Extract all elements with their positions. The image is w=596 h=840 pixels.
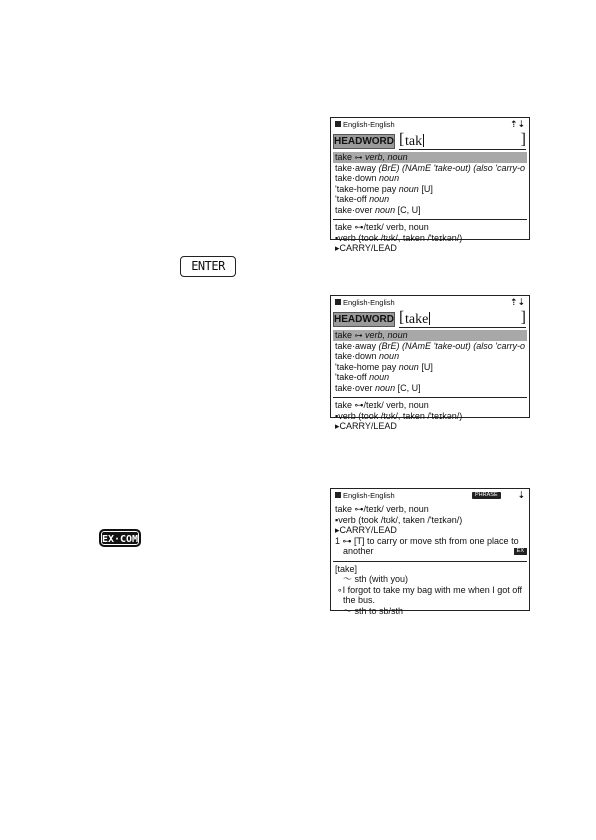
- dictionary-square-icon: [335, 492, 341, 498]
- list-item[interactable]: 'take-off noun: [335, 372, 390, 382]
- example-sentence-cont: the bus.: [343, 595, 376, 605]
- screen-title-bar: [331, 296, 529, 310]
- entry-definition: [335, 504, 527, 557]
- headword-search-row: [333, 133, 527, 151]
- list-item[interactable]: 'take-off noun: [335, 194, 390, 204]
- headword-input-value: tak: [405, 134, 423, 149]
- entry-line: 1 ⊶ [T] to carry or move sth from one place to: [335, 535, 519, 546]
- list-item[interactable]: take·over noun [C, U]: [335, 204, 421, 215]
- preview-line: ▪verb (took /tʊk/, taken /'teɪkən/): [335, 410, 463, 421]
- entry-line: ▪verb (took /tʊk/, taken /'teɪkən/): [335, 514, 463, 525]
- bracket-right: ]: [520, 131, 526, 148]
- divider: [333, 561, 527, 562]
- entry-preview: [335, 222, 527, 254]
- bracket-right: ]: [520, 309, 526, 326]
- scroll-down-icon: ⇣: [517, 490, 525, 500]
- dictionary-square-icon: [335, 299, 341, 305]
- dictionary-square-icon: [335, 121, 341, 127]
- list-item[interactable]: take·over noun [C, U]: [335, 382, 421, 393]
- headword-input-value: take: [405, 312, 429, 327]
- screen-title-bar: [331, 489, 529, 503]
- candidate-list: [333, 330, 527, 393]
- divider: [333, 397, 527, 398]
- preview-line: ▸CARRY/LEAD: [335, 421, 397, 431]
- scroll-arrows-icon: ⇡⇣: [509, 297, 525, 307]
- example-pattern: ～ sth (with you): [343, 574, 409, 584]
- phrase-badge: PHRASE: [472, 492, 501, 499]
- list-item-selected[interactable]: take ⊶ verb, noun: [333, 330, 527, 341]
- dictionary-title: English-English: [343, 298, 395, 307]
- ex-com-key[interactable]: EX·COM: [99, 529, 141, 547]
- list-item[interactable]: 'take-home pay noun [U]: [335, 183, 433, 194]
- candidate-list: [333, 152, 527, 215]
- headword-label: HEADWORD: [334, 136, 394, 147]
- text-caret: [429, 312, 430, 325]
- headword-input[interactable]: [399, 309, 526, 328]
- enter-key[interactable]: ENTER: [180, 256, 236, 277]
- dictionary-screen-1: [330, 117, 530, 253]
- dictionary-screen-2: [330, 295, 530, 431]
- list-item-selected[interactable]: take ⊶ verb, noun: [333, 152, 527, 163]
- text-caret: [423, 134, 424, 147]
- key-symbol-icon: ⊶: [354, 331, 363, 340]
- scroll-arrows-icon: ⇡⇣: [509, 119, 525, 129]
- list-item[interactable]: take·away (BrE) (NAmE 'take-out) (also 'carry-o: [335, 340, 526, 351]
- entry-line: take ⊶/teɪk/ verb, noun: [335, 504, 429, 514]
- ex-badge[interactable]: EX: [514, 548, 527, 555]
- dictionary-title: English-English: [343, 491, 395, 500]
- list-item[interactable]: 'take-home pay noun [U]: [335, 361, 433, 372]
- example-pattern: ～ sth to sb/sth: [343, 605, 404, 616]
- preview-line: take ⊶/teɪk/ verb, noun: [335, 400, 429, 410]
- entry-preview: [335, 400, 527, 432]
- divider: [333, 219, 527, 220]
- example-section: [335, 564, 527, 617]
- dictionary-screen-3: [330, 488, 530, 616]
- headword-label: HEADWORD: [334, 314, 394, 325]
- list-item[interactable]: take·down noun: [335, 173, 400, 183]
- entry-line: ▸CARRY/LEAD: [335, 525, 397, 535]
- bracket-left: [: [399, 131, 405, 148]
- preview-line: ▪verb (took /tʊk/, taken /'teɪkən/): [335, 232, 463, 243]
- key-symbol-icon: ⊶: [354, 153, 363, 162]
- bracket-left: [: [399, 309, 405, 326]
- example-sentence: ∘I forgot to take my bag with me when I got off: [337, 584, 523, 595]
- headword-search-row: [333, 311, 527, 329]
- example-header: [take]: [335, 563, 358, 574]
- list-item[interactable]: take·away (BrE) (NAmE 'take-out) (also 'carry-o: [335, 162, 526, 173]
- preview-line: ▸CARRY/LEAD: [335, 243, 397, 253]
- screen-title-bar: [331, 118, 529, 132]
- headword-input[interactable]: [399, 131, 526, 150]
- entry-line: another EX: [335, 546, 527, 557]
- preview-line: take ⊶/teɪk/ verb, noun: [335, 222, 429, 232]
- dictionary-title: English-English: [343, 120, 395, 129]
- list-item[interactable]: take·down noun: [335, 351, 400, 361]
